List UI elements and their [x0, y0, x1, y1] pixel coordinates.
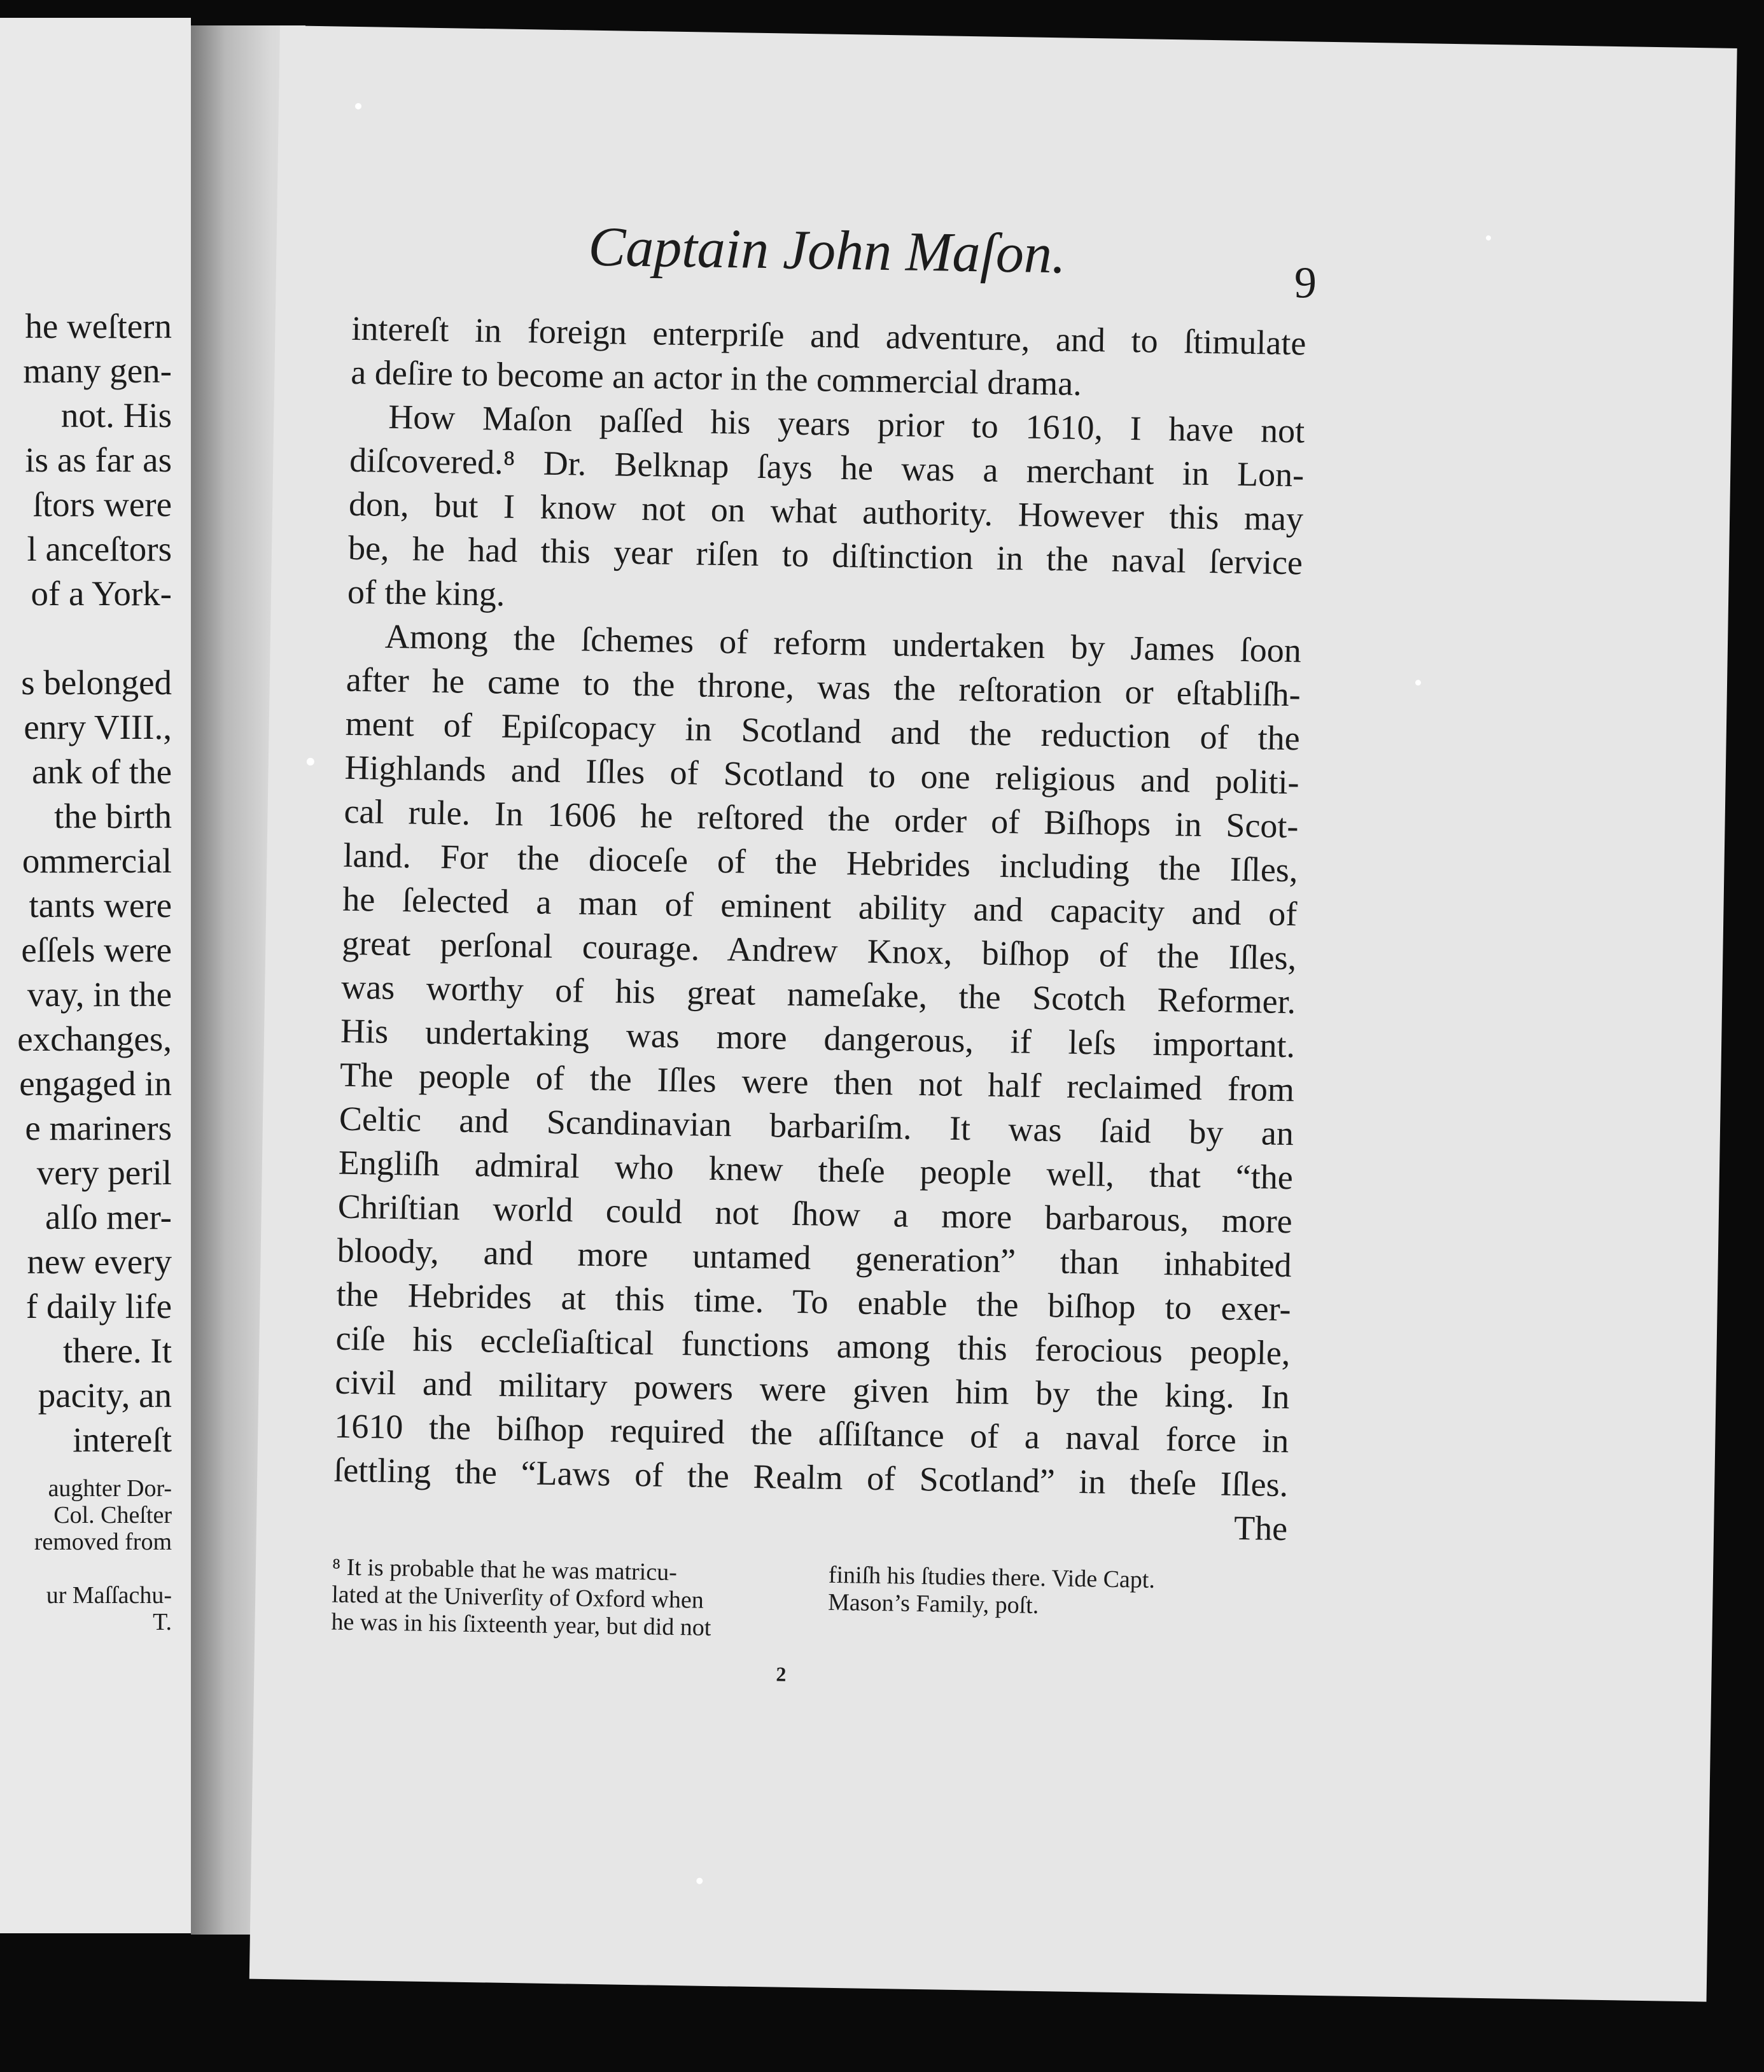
- body-line: great perſonal courage. Andrew Knox, biſhop of the Iſles,: [341, 923, 1297, 977]
- dust-speck: [696, 1878, 703, 1884]
- left-page-line: vay, in the: [27, 975, 172, 1014]
- body-line: be, he had this year riſen to diſtinction in the naval ſervice: [347, 528, 1303, 582]
- body-line: don, but I know not on what authority. However this may: [348, 484, 1304, 538]
- body-line: after he came to the throne, was the reſtoration or eſtabliſh-: [346, 660, 1301, 714]
- left-page-line: the birth: [54, 797, 172, 836]
- body-line: cal rule. In 1606 he reſtored the order of Biſhops in Scot-: [344, 792, 1299, 846]
- left-page-note: aughter Dor-: [48, 1475, 172, 1502]
- left-page-line: exchanges,: [17, 1019, 172, 1058]
- body-line: diſcovered.⁸ Dr. Belknap ſays he was a merchant in Lon-: [349, 440, 1305, 494]
- left-page-line: is as far as: [25, 440, 172, 479]
- left-page-line: intereſt: [73, 1420, 172, 1459]
- body-line: The people of the Iſles were then not half reclaimed from: [339, 1055, 1295, 1109]
- body-line: a deſire to become an actor in the commercial drama.: [350, 353, 1082, 403]
- left-page-line: engaged in: [19, 1064, 172, 1103]
- body-line: 1610 the biſhop required the aſſiſtance of a naval force in: [333, 1406, 1289, 1460]
- left-page-line: l anceſtors: [27, 529, 172, 568]
- left-page-line: very peril: [36, 1153, 172, 1192]
- footnote-right-column: [827, 1562, 1287, 1651]
- running-head: Captain John Maſon.: [587, 216, 1067, 286]
- left-page-line: he weſtern: [25, 307, 172, 346]
- left-page-line: tants were: [29, 886, 172, 925]
- dust-speck: [1486, 235, 1491, 241]
- footnote-line: ⁸ It is probable that he was matricu-: [332, 1553, 678, 1586]
- left-page-line: e mariners: [25, 1109, 172, 1147]
- signature-mark: 2: [776, 1662, 787, 1686]
- left-page-line: new every: [27, 1242, 172, 1281]
- right-page: [249, 25, 1737, 2002]
- body-text: [333, 307, 1306, 1551]
- body-line: he ſelected a man of eminent ability and capacity and of: [342, 879, 1298, 934]
- left-page-line: not. His: [60, 396, 172, 435]
- body-line: Celtic and Scandinavian barbariſm. It was ſaid by an: [339, 1099, 1294, 1153]
- footnote-left-column: [331, 1554, 790, 1643]
- left-page-note: T.: [153, 1609, 172, 1635]
- left-page-line: many gen-: [23, 351, 172, 390]
- footnotes: [331, 1554, 1287, 1651]
- footnote-line: lated at the Univerſity of Oxford when: [331, 1581, 704, 1614]
- footnote-line: he was in his ſixteenth year, but did not: [331, 1608, 711, 1641]
- body-line: Chriſtian world could not ſhow a more barbarous, more: [337, 1187, 1293, 1241]
- body-line: Among the ſchemes of reform undertaken by James ſoon: [384, 617, 1302, 670]
- left-page-line: of a York-: [31, 574, 172, 613]
- left-page-line: ommercial: [22, 841, 172, 880]
- body-line: How Maſon paſſed his years prior to 1610, I have not: [388, 397, 1305, 451]
- body-line: was worthy of his great nameſake, the Scotch Reformer.: [340, 967, 1296, 1021]
- left-page-line: pacity, an: [38, 1376, 172, 1415]
- body-line: ment of Epiſcopacy in Scotland and the reduction of the: [345, 704, 1301, 758]
- catchword: The: [1233, 1508, 1288, 1548]
- body-line: bloody, and more untamed generation” than inhabited: [337, 1231, 1292, 1285]
- dust-speck: [355, 103, 361, 109]
- body-line: ſettling the “Laws of the Realm of Scotland” in theſe Iſles.: [333, 1450, 1289, 1504]
- body-line: Engliſh admiral who knew theſe people well, that “the: [338, 1143, 1294, 1197]
- left-page-line: alſo mer-: [45, 1198, 172, 1236]
- body-line: His undertaking was more dangerous, if leſs important.: [340, 1011, 1296, 1065]
- left-page-line: s belonged: [21, 663, 172, 702]
- footnote-line: finiſh his ſtudies there. Vide Capt.: [828, 1561, 1156, 1593]
- body-line: ciſe his eccleſiaſtical functions among this ferocious people,: [335, 1319, 1291, 1373]
- left-page-line: ank of the: [32, 752, 172, 791]
- body-line: of the king.: [347, 572, 505, 613]
- left-page-line: eſſels were: [21, 930, 172, 969]
- page-number: 9: [1294, 258, 1317, 308]
- body-line: land. For the dioceſe of the Hebrides including the Iſles,: [343, 836, 1298, 890]
- left-page-line: f daily life: [25, 1287, 172, 1326]
- left-page: [0, 18, 191, 1933]
- dust-speck: [1415, 680, 1421, 685]
- body-line: civil and military powers were given him by the king. In: [335, 1362, 1290, 1417]
- left-page-note: ur Maſſachu-: [46, 1582, 172, 1609]
- footnote-line: Mason’s Family, poſt.: [827, 1588, 1039, 1620]
- left-page-line: enry VIII.,: [24, 708, 172, 746]
- body-line: intereſt in foreign enterpriſe and adventure, and to ſtimulate: [351, 309, 1306, 363]
- left-page-note: Col. Cheſter: [53, 1502, 172, 1529]
- left-page-line: ſtors were: [32, 485, 172, 524]
- left-page-note: removed from: [34, 1529, 172, 1555]
- body-line: Highlands and Iſles of Scotland to one religious and politi-: [344, 748, 1299, 802]
- dust-speck: [307, 758, 314, 766]
- body-line: the Hebrides at this time. To enable the biſhop to exer-: [336, 1275, 1291, 1329]
- left-page-line: there. It: [62, 1331, 172, 1370]
